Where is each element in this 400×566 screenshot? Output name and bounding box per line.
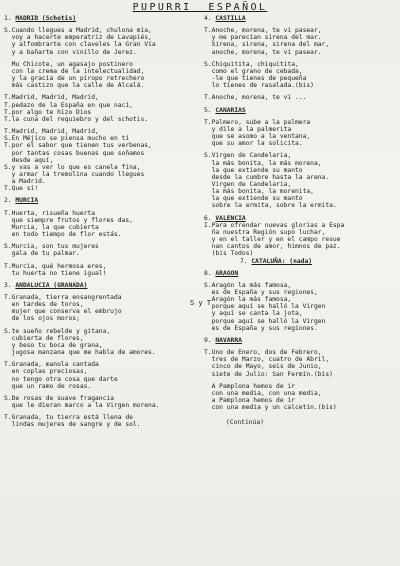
section-heading (204, 15, 398, 22)
verse: S.Cuando llegues a Madrid, chulona mía, voy a hacerte emperatriz de Lavapiés, y alfombrarte con claveles la Gran Vía y a bañarte con vinillo de Jerez. (4, 27, 156, 56)
section-title: ANDALUCIA (GRANADA) (15, 281, 88, 289)
continues-note: (Continúa) (226, 419, 264, 427)
verse: T.Granada, manola cantada en coplas preciosas, no tengo otra cosa que darte que un ramo de rosas. (4, 361, 118, 390)
verse: S.te sueño rebelde y gitana, cubierta de flores, y beso tu boca de grana, jugosa manzana que me habla de amores. (4, 327, 156, 357)
section-title: MADRID (Schotis) (15, 15, 77, 22)
section-title: MURCIA (15, 197, 39, 205)
left-column (4, 15, 202, 429)
verse: T.Uno de Enero, dos de Febrero, tres de Marzo, cuatro de Abril, cinco de Mayo, seis de Junio, siete de Julio: San Fermín.(bis) (204, 349, 333, 378)
section-heading (4, 15, 202, 22)
verse: T.Anoche, morena, te vi pasear, y me parecían sirena del mar. Sirena, sirena, sirena del mar, anoche, morena, te vi pasear. (204, 27, 330, 56)
verse: T.Palmero, sube a la palmera y dile a la palmerita que se asomo a la ventana, que su amor la solicita. (204, 118, 311, 148)
verse: T.Anoche, morena, te vi ... (204, 94, 307, 102)
section-heading (4, 282, 202, 289)
verse: A Pamplona hemos de ir con una media, con una media, a Pamplona hemos de ir con una media y un calcetín.(bis) (211, 382, 337, 412)
verse: T.Huerta, risueña huerta que siempre frutos y flores das, Murcia, la que cubierta en todo tiempo de flor estás. (4, 209, 133, 239)
section-heading (204, 107, 398, 114)
verse: T.Granada, tierra ensangrentada en tardes de toros, mujer que conserva el embrujo de los ojos moros; (4, 294, 122, 323)
verse: S.Chiquitita, chiquitita, como el grano de cebada, -le que tienes de pequeña lo tienes de rasalada.(bis) (204, 60, 314, 90)
verse: S.Virgen de Candelaria, la más bonita, la más morena, la que extiende su manto desde la cumbre hasta la arena. Virgen de Candelaria, la más bonita, la morenita, la que extiende su manto sobre la ermita, sobre la ermita. (204, 152, 337, 210)
section-title: CANARIAS (215, 106, 246, 114)
verse: I.Para ofrendar nuevas glorias a Espa ña nuestra Región supo luchar, y en el taller y en el campo resue nan cantos de amor, himnos de paz. (bis Todos) (204, 221, 345, 258)
section-title: VALENCIA (215, 214, 246, 222)
section-number: 5. (204, 106, 212, 114)
page-title: PUPURRI ESPAÑOL (132, 2, 268, 13)
section-title: NAVARRA (215, 336, 242, 344)
section-number: 3. (4, 281, 12, 289)
section-number: 2. (4, 197, 12, 205)
section-title: CASTILLA (215, 15, 246, 22)
verse: Mu Chicote, un agasajo postinero con la crema de la intelectualidad, y la gracia de un piropo retrechero más castizo que la calle de Alcalá. (11, 60, 145, 90)
section-number: 6. (204, 214, 212, 222)
verse: T.Granada, tu tierra está llena de lindas mujeres de sangre y de sol. (4, 414, 141, 429)
section-heading (204, 270, 398, 277)
verse: T.Madrid, Madrid, Madrid, S.En Méjico se piensa mucho en tí T.por el sabor que tienen tus verbenas, por tantas cosas buenas que soñamos desde aquí, S.y vas a ver lo que es canela fina, y armar la tremolina cuando llegues a Madrid. T.Que sí! (4, 128, 152, 193)
singer-marker: S y T (190, 299, 212, 307)
section-number: 8. (204, 269, 212, 277)
section-title: ARAGON (215, 269, 239, 277)
verse: T.Madrid, Madrid, Madrid, T.pedazo de la España en que nací, T.por algo te hizo Dios T.la cuna del requiebro y del schotis. (4, 94, 149, 123)
section-number: 1. (4, 15, 12, 22)
section-title: CATALUÑA: (nada) (251, 257, 313, 265)
verse: S.Aragón la más famosa, es de España y sus regiones, Aragón la más famosa, porque aquí se halló la Virgen y aquí se canta la jota, porque aquí se halló la Virgen es de España y sus regiones. (204, 281, 326, 332)
section-number: 7. (240, 257, 248, 265)
right-column (204, 15, 398, 426)
section-heading (204, 337, 398, 344)
section-number: 9. (204, 336, 212, 344)
verse: S.Murcia, son tus mujeres gala de tu palmar. (4, 243, 99, 258)
section-heading (204, 258, 398, 265)
verse: T.Murcia, qué hermosa eres, tu huerta no tiene igual! (4, 262, 107, 277)
section-heading (4, 197, 202, 204)
section-heading (204, 215, 398, 222)
section-number: 4. (204, 15, 212, 22)
verse: S.De rosas de suave fragancia que le dieran marco a la Virgen morena. (4, 394, 160, 410)
